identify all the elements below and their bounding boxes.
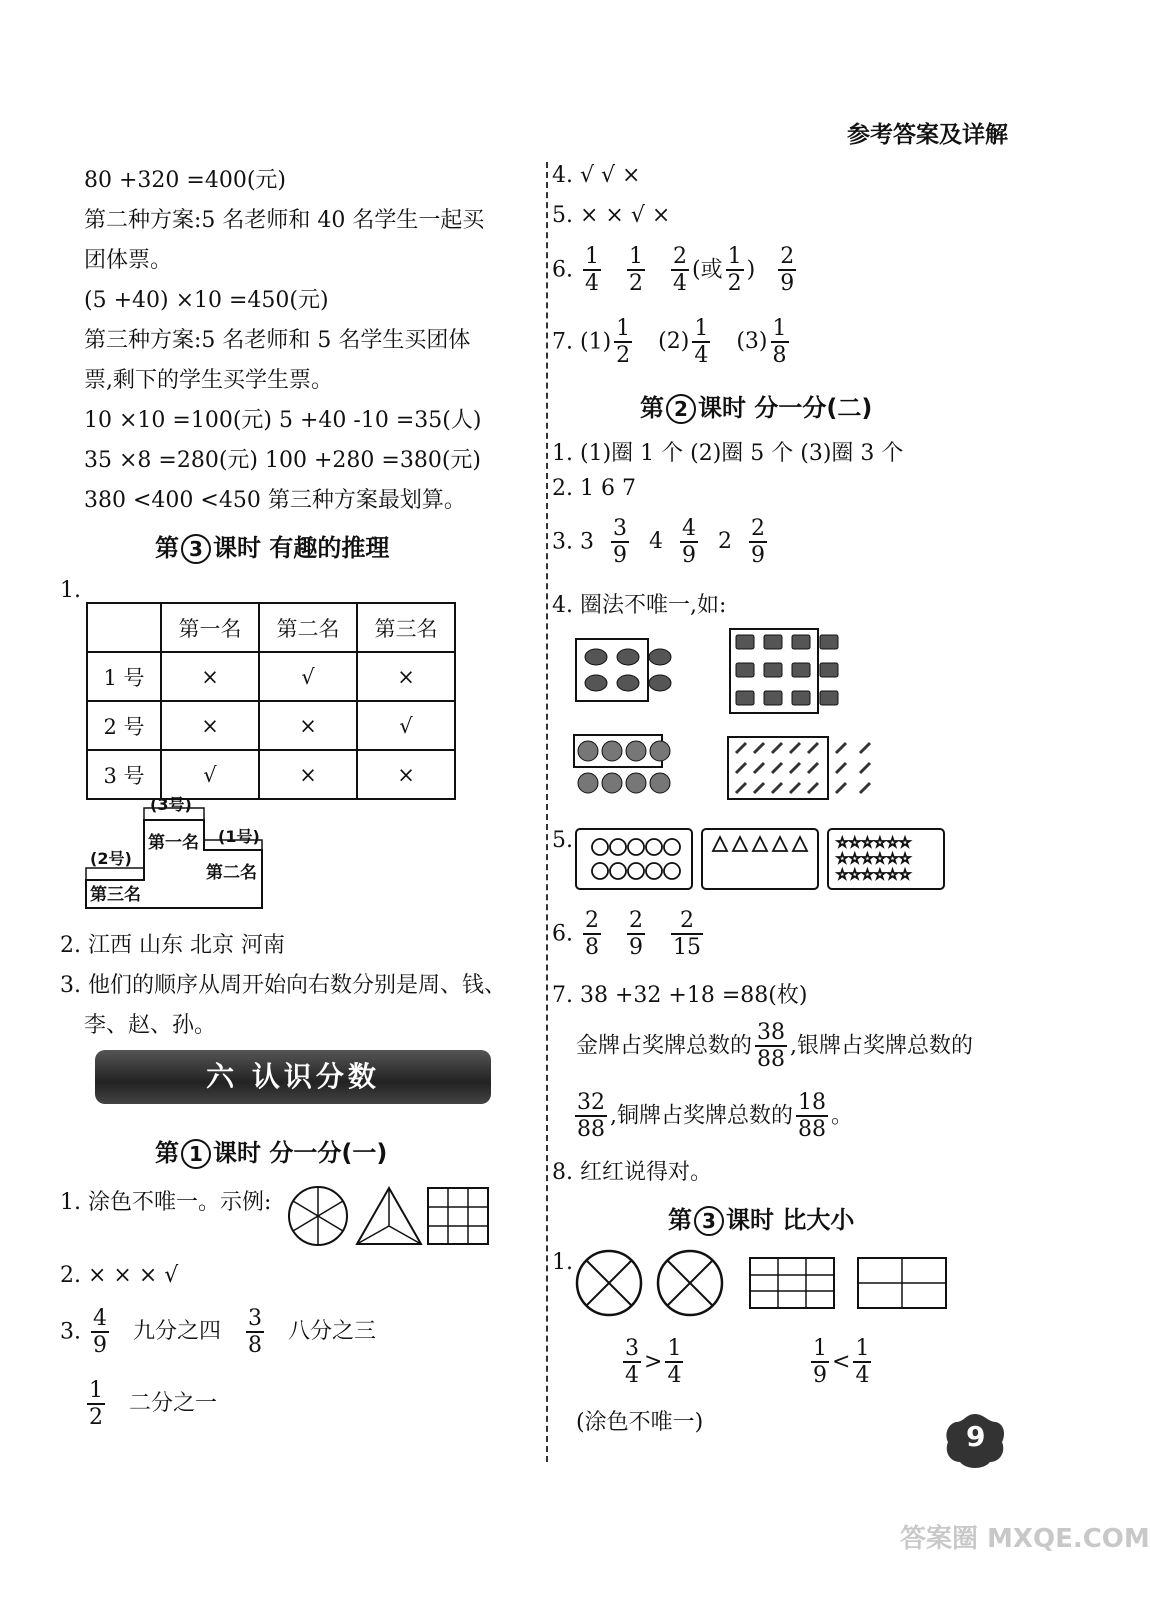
- denominator: 9: [612, 543, 627, 569]
- chapter-banner: 六 认识分数: [95, 1050, 491, 1104]
- section-label: 课时 比大小: [726, 1206, 855, 1234]
- fraction: [771, 316, 789, 369]
- fraction: [671, 244, 689, 297]
- denominator: 4: [855, 1363, 870, 1389]
- text-line: 第二种方案:5 名老师和 40 名学生一起买: [84, 208, 485, 233]
- text-line: 80 +320 =400(元): [84, 168, 286, 193]
- denominator: 9: [93, 1333, 107, 1359]
- fraction: [692, 316, 710, 369]
- fraction-comparison: [620, 1336, 686, 1389]
- section-prefix: 第: [155, 534, 179, 562]
- numerator: 1: [853, 1336, 871, 1363]
- fraction: [87, 1378, 105, 1431]
- text-segment: 金牌占奖牌总数的: [576, 1033, 753, 1059]
- section-number: 1: [181, 1139, 211, 1169]
- fraction: [583, 244, 601, 297]
- table-cell: 2 号: [87, 701, 161, 750]
- compare-shapes-illustration: [572, 1248, 952, 1318]
- text-line: 2. × × × √: [60, 1263, 179, 1288]
- answer-value: 2: [717, 529, 732, 555]
- section-label: 课时 分一分(一): [213, 1139, 388, 1167]
- section-title-reasoning: [155, 528, 389, 564]
- fraction-line: [552, 244, 799, 297]
- text-line: 1. (1)圈 1 个 (2)圈 5 个 (3)圈 3 个: [552, 441, 904, 466]
- fraction-line: [552, 516, 770, 569]
- text-line: 4. 圈法不唯一,如:: [552, 593, 727, 618]
- ranking-table: [86, 602, 456, 800]
- question-number: 6.: [552, 257, 573, 283]
- numerator: 1: [87, 1378, 105, 1405]
- denominator: 9: [681, 543, 696, 569]
- answer-value: 4: [648, 529, 663, 555]
- fraction-reading: 八分之三: [288, 1319, 377, 1345]
- denominator: 9: [750, 543, 765, 569]
- denominator: 88: [757, 1047, 786, 1073]
- podium-tag: (2号): [90, 849, 132, 868]
- fraction: [680, 516, 698, 569]
- section-title-divide-1: [155, 1133, 387, 1169]
- table-row: [87, 750, 455, 799]
- question-number: 6.: [552, 921, 573, 947]
- numerator: 1: [614, 316, 632, 343]
- question-number: 1.: [60, 578, 81, 603]
- denominator: 4: [673, 271, 687, 297]
- numerator: 1: [692, 316, 710, 343]
- denominator: 4: [667, 1363, 682, 1389]
- column-divider: [546, 162, 548, 1462]
- fraction: [614, 316, 632, 369]
- numerator: 4: [91, 1306, 109, 1333]
- question-number: 1.: [552, 1250, 573, 1275]
- fraction-comparison: [808, 1336, 874, 1389]
- fraction-line: [552, 908, 706, 961]
- text-segment: ,铜牌占奖牌总数的: [610, 1103, 793, 1129]
- numerator: 3: [623, 1336, 641, 1363]
- text-line: 李、赵、孙。: [84, 1013, 217, 1038]
- fraction: [796, 1090, 828, 1143]
- section-prefix: 第: [155, 1139, 179, 1167]
- svg-text:☆☆☆☆☆☆: ☆☆☆☆☆☆: [836, 835, 912, 851]
- compare-sign: <: [832, 1349, 851, 1375]
- denominator: 88: [798, 1117, 826, 1143]
- text-line: 2. 江西 山东 北京 河南: [60, 933, 285, 958]
- fraction: [623, 1336, 641, 1389]
- table-cell: ×: [161, 701, 259, 750]
- numerator: 2: [583, 908, 601, 935]
- fraction-line: [552, 316, 792, 369]
- answer-label: 7. (1): [552, 329, 612, 355]
- numerator: 4: [680, 516, 698, 543]
- svg-text:☆☆☆☆☆☆: ☆☆☆☆☆☆: [836, 867, 912, 883]
- numerator: 2: [671, 908, 703, 935]
- denominator: 2: [616, 343, 631, 369]
- fraction: [811, 1336, 829, 1389]
- fraction: [627, 908, 645, 961]
- text-line: 8. 红红说得对。: [552, 1160, 712, 1185]
- fraction: [575, 1090, 607, 1143]
- table-cell: ×: [161, 652, 259, 701]
- numerator: 2: [749, 516, 767, 543]
- table-cell: ×: [357, 652, 455, 701]
- denominator: 9: [629, 935, 643, 961]
- table-cell: 第一名: [161, 603, 259, 652]
- fraction: [91, 1306, 109, 1359]
- text-segment: 。: [831, 1103, 854, 1129]
- numerator: 1: [583, 244, 601, 271]
- podium-label: 第一名: [148, 833, 199, 853]
- table-cell: √: [161, 750, 259, 799]
- podium-tag: (3号): [150, 795, 192, 814]
- text-line: 3. 他们的顺序从周开始向右数分别是周、钱、: [60, 973, 506, 998]
- text-line: 2. 1 6 7: [552, 476, 636, 501]
- denominator: 8: [772, 343, 787, 369]
- text-segment: ,银牌占奖牌总数的: [790, 1033, 974, 1059]
- table-row: [87, 603, 455, 652]
- text-line: 35 ×8 =280(元) 100 +280 =380(元): [84, 448, 481, 473]
- table-cell: 1 号: [87, 652, 161, 701]
- text-line: 第三种方案:5 名老师和 5 名学生买团体: [84, 328, 471, 353]
- section-prefix: 第: [668, 1206, 692, 1234]
- text-line: 票,剩下的学生买学生票。: [84, 368, 333, 393]
- numerator: 32: [575, 1090, 607, 1117]
- denominator: 4: [694, 343, 709, 369]
- table-cell: √: [357, 701, 455, 750]
- denominator: 15: [673, 935, 701, 961]
- denominator: 8: [585, 935, 599, 961]
- table-cell: ×: [259, 701, 357, 750]
- fraction-line: [572, 1090, 853, 1143]
- table-row: [87, 652, 455, 701]
- watermark: 答案圈 MXQE.COM: [900, 1524, 1150, 1554]
- table-cell: 第三名: [357, 603, 455, 652]
- text-line: 380 <400 <450 第三种方案最划算。: [84, 488, 466, 513]
- table-cell: ×: [259, 750, 357, 799]
- text-line: 1. 涂色不唯一。示例:: [60, 1190, 272, 1215]
- numerator: 1: [627, 244, 645, 271]
- table-cell: 3 号: [87, 750, 161, 799]
- text-line: (5 +40) ×10 =450(元): [84, 288, 329, 313]
- section-number: 2: [666, 394, 696, 424]
- denominator: 88: [577, 1117, 605, 1143]
- question-number: 5.: [552, 828, 573, 853]
- numerator: 38: [755, 1020, 787, 1047]
- page-number: 9: [966, 1420, 986, 1453]
- fraction: [583, 908, 601, 961]
- numerator: 1: [726, 244, 744, 271]
- fraction-line: [576, 1020, 973, 1073]
- table-cell: [87, 603, 161, 652]
- text-line: 10 ×10 =100(元) 5 +40 -10 =35(人): [84, 408, 482, 433]
- denominator: 9: [813, 1363, 827, 1389]
- numerator: 1: [665, 1336, 683, 1363]
- question-number: 3.: [60, 1319, 81, 1345]
- table-row: [87, 701, 455, 750]
- section-number: 3: [181, 534, 211, 564]
- shaded-shapes-example: [285, 1184, 495, 1248]
- fraction: [665, 1336, 683, 1389]
- numerator: 2: [778, 244, 796, 271]
- table-cell: √: [259, 652, 357, 701]
- numerator: 2: [671, 244, 689, 271]
- alt-text: ): [746, 257, 756, 283]
- numerator: 3: [611, 516, 629, 543]
- fraction: [755, 1020, 787, 1073]
- alt-text: (或: [692, 257, 723, 283]
- fraction: [853, 1336, 871, 1389]
- denominator: 2: [89, 1405, 103, 1431]
- answer-label: (3): [736, 329, 768, 355]
- text-line: (涂色不唯一): [576, 1410, 704, 1435]
- section-label: 课时 有趣的推理: [213, 534, 390, 562]
- section-number: 3: [694, 1206, 724, 1236]
- denominator: 8: [248, 1333, 263, 1359]
- podium-tag: (1号): [218, 827, 260, 846]
- podium-label: 第三名: [90, 885, 141, 905]
- table-cell: 第二名: [259, 603, 357, 652]
- text-line: 4. √ √ ×: [552, 163, 641, 188]
- numerator: 2: [627, 908, 645, 935]
- answer-label: 3. 3: [552, 529, 594, 555]
- fraction-line: [60, 1306, 376, 1359]
- fraction: [671, 908, 703, 961]
- numerator: 1: [811, 1336, 829, 1363]
- fraction: [611, 516, 629, 569]
- numerator: 3: [246, 1306, 264, 1333]
- fraction: [778, 244, 796, 297]
- section-label: 课时 分一分(二): [698, 394, 873, 422]
- circled-groups-illustration: [570, 625, 900, 805]
- fraction: [749, 516, 767, 569]
- shape-boxes-illustration: [574, 827, 946, 891]
- fraction-line: [84, 1378, 217, 1431]
- denominator: 2: [727, 271, 742, 297]
- fraction-reading: 九分之四: [133, 1319, 222, 1345]
- denominator: 4: [625, 1363, 639, 1389]
- header-title: 参考答案及详解: [847, 122, 1008, 148]
- text-line: 团体票。: [84, 248, 173, 273]
- svg-text:☆☆☆☆☆☆: ☆☆☆☆☆☆: [836, 851, 912, 867]
- section-title-divide-2: [640, 388, 872, 424]
- fraction: [246, 1306, 264, 1359]
- text-line: 5. × × √ ×: [552, 203, 671, 228]
- text-line: 7. 38 +32 +18 =88(枚): [552, 983, 808, 1008]
- denominator: 2: [629, 271, 643, 297]
- table-cell: ×: [357, 750, 455, 799]
- compare-sign: >: [644, 1349, 663, 1375]
- answer-label: (2): [658, 329, 690, 355]
- denominator: 9: [780, 271, 795, 297]
- podium-label: 第二名: [206, 863, 257, 883]
- section-title-compare: [668, 1200, 854, 1236]
- fraction-reading: 二分之一: [129, 1391, 218, 1417]
- fraction: [726, 244, 744, 297]
- fraction: [627, 244, 645, 297]
- numerator: 1: [771, 316, 789, 343]
- numerator: 18: [796, 1090, 828, 1117]
- section-prefix: 第: [640, 394, 664, 422]
- denominator: 4: [585, 271, 599, 297]
